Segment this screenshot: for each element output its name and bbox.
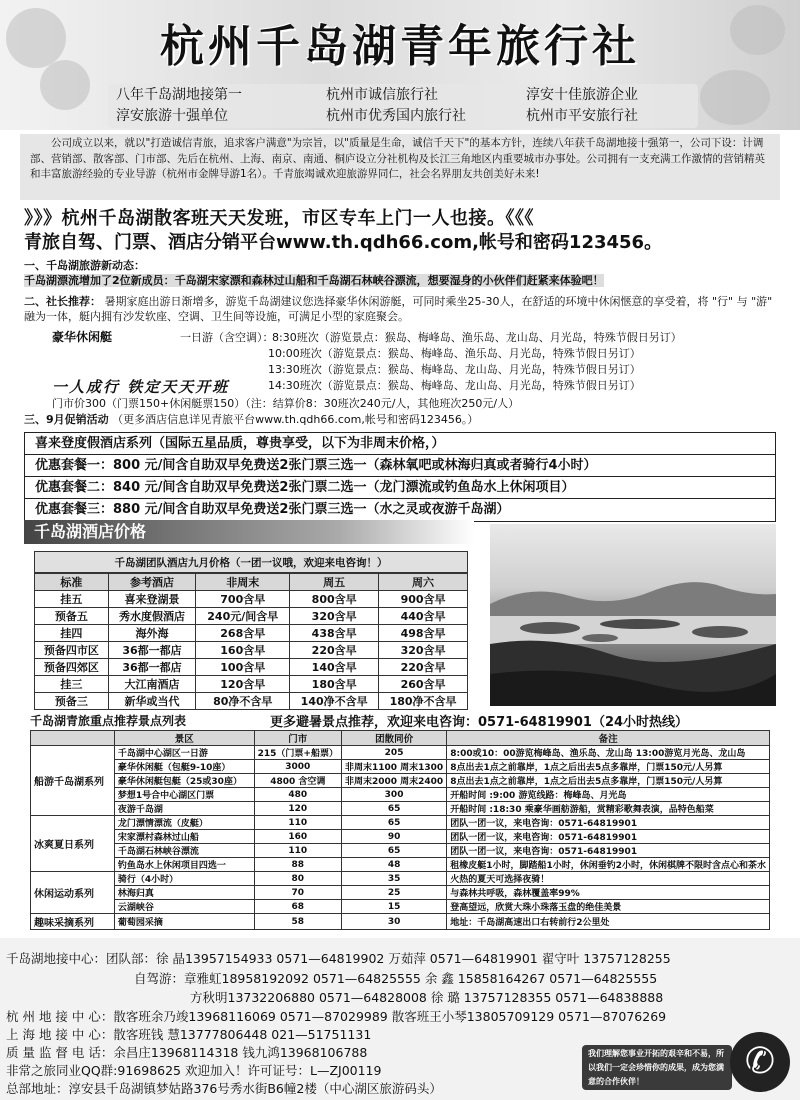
- contact-line: 上 海 地 接 中 心：散客班钱 慧13777806448 021—51751131: [6, 1027, 372, 1042]
- table-cell: 25: [341, 886, 446, 900]
- table-row: [35, 676, 468, 693]
- title-banner: [0, 0, 800, 130]
- deal-line: 喜来登度假酒店系列（国际五星品质，尊贵享受，以下为非周末价格，）: [25, 433, 775, 455]
- table-cell: 15: [341, 900, 446, 914]
- table-row: [31, 914, 770, 930]
- trip-item: 10:00班次（游览景点：猴岛、梅峰岛、渔乐岛、月光岛，特殊节假日另订）: [268, 347, 641, 360]
- table-cell: 千岛湖中心湖区一日游: [114, 746, 254, 760]
- contact-line: 总部地址：淳安县千岛湖镇梦姑路376号秀水街B6幢2楼（中心湖区旅游码头）: [6, 1081, 442, 1096]
- table-row: [35, 693, 468, 710]
- table-row: [31, 886, 770, 900]
- slogan-box: [108, 84, 698, 128]
- table-cell: 68: [254, 900, 341, 914]
- header-cell: 非周末: [196, 574, 290, 591]
- table-cell: 320含早: [290, 608, 379, 625]
- category-cell: 休闲运动系列: [31, 872, 115, 914]
- table-row: [31, 746, 770, 760]
- table-row: [35, 608, 468, 625]
- table-cell: 挂三: [35, 676, 109, 693]
- header-cell: 周五: [290, 574, 379, 591]
- table-row: [35, 625, 468, 642]
- headline-platform: 青旅自驾、门票、酒店分销平台www.th.qdh66.com,帐号和密码123456。: [24, 232, 663, 253]
- table-cell: 租橡皮艇1小时，脚踏船1小时，休闲垂钓2小时，休闲棋牌不限时含点心和茶水: [447, 858, 770, 872]
- table-header-row: [35, 574, 468, 591]
- table-cell: 160: [254, 830, 341, 844]
- table-cell: 36都一都店: [108, 642, 196, 659]
- section-recommend: [24, 294, 784, 324]
- table-cell: 非周末2000 周末2400: [341, 774, 446, 788]
- category-cell: 冰爽夏日系列: [31, 816, 115, 872]
- slogan: 八年千岛湖地接第一: [116, 87, 242, 103]
- table-cell: 夜游千岛湖: [114, 802, 254, 816]
- table-row: [31, 900, 770, 914]
- table-cell: 120含早: [196, 676, 290, 693]
- boat-label: 豪华休闲艇: [52, 330, 113, 344]
- table-cell: 海外海: [108, 625, 196, 642]
- table-cell: 140净不含早: [290, 693, 379, 710]
- table-cell: 438含早: [290, 625, 379, 642]
- table-cell: 900含早: [379, 591, 468, 608]
- table-cell: 预备三: [35, 693, 109, 710]
- headline: 》》》杭州千岛湖散客班天天发班，市区专车上门一人也接。《《《: [24, 208, 534, 229]
- table-cell: 开船时间 :18:30 乘豪华画舫游船，赏精彩歌舞表演，品特色船菜: [447, 802, 770, 816]
- header-cell: 标准: [35, 574, 109, 591]
- category-cell: 船游千岛湖系列: [31, 746, 115, 816]
- table-cell: 480: [254, 788, 341, 802]
- table-cell: 65: [341, 844, 446, 858]
- table-cell: 100含早: [196, 659, 290, 676]
- table-cell: 35: [341, 872, 446, 886]
- table-cell: 58: [254, 914, 341, 930]
- table-row: [31, 760, 770, 774]
- hotel-price-table: [34, 573, 468, 710]
- phone-icon: ✆: [730, 1032, 790, 1092]
- table-cell: 团队一团一议，来电咨询：0571-64819901: [447, 816, 770, 830]
- slogan: 杭州市平安旅行社: [526, 108, 638, 124]
- table-cell: 喜来登湖景: [108, 591, 196, 608]
- category-cell: 趣味采摘系列: [31, 914, 115, 930]
- contact-line: 自驾游：章雅虹18958192092 0571—64825555 余 鑫 15858164267 0571—64825555: [134, 971, 658, 986]
- table-cell: 火热的夏天可选择夜骑！: [447, 872, 770, 886]
- table-cell: 320含早: [379, 642, 468, 659]
- table-cell: 千岛湖石林峡谷漂流: [114, 844, 254, 858]
- table-cell: 豪华休闲艇包艇（25或30座）: [114, 774, 254, 788]
- table-cell: 140含早: [290, 659, 379, 676]
- contact-line: 质 量 监 督 电 话：余昌庄13968114318 钱九鸿13968106788: [6, 1045, 368, 1060]
- slogan: 淳安十佳旅游企业: [526, 87, 638, 103]
- table-row: [31, 788, 770, 802]
- lake-illustration: [490, 524, 776, 706]
- table-row: [31, 844, 770, 858]
- table-cell: 70: [254, 886, 341, 900]
- section-label: 一、千岛湖旅游新动态：: [24, 259, 145, 272]
- contact-line: 方秋明13732206880 0571—64828008 徐 璐 13757128355 0571—64838888: [190, 990, 664, 1005]
- deal-line: 优惠套餐一：800 元/间含自助双早免费送2张门票三选一（森林氧吧或林海归真或者骑行4小时）: [25, 455, 775, 477]
- table-cell: 36都一都店: [108, 659, 196, 676]
- spot-list-title: 千岛湖青旅重点推荐景点列表: [30, 714, 187, 728]
- table-cell: 挂五: [35, 591, 109, 608]
- table-cell: 开船时间 :9:00 游览线路：梅峰岛、月光岛: [447, 788, 770, 802]
- spot-hotline: 更多避暑景点推荐，欢迎来电咨询：0571-64819901（24小时热线）: [270, 715, 689, 730]
- table-cell: 非周末1100 周末1300: [341, 760, 446, 774]
- slogan: 杭州市优秀国内旅行社: [326, 108, 466, 124]
- contact-line: 非常之旅同业QQ群:91698625 欢迎加入！许可证号：L—ZJ00119: [6, 1063, 382, 1078]
- section-label: 三、9月促销活动: [24, 413, 109, 426]
- table-cell: 骑行（4小时）: [114, 872, 254, 886]
- header-cell: 门市: [254, 731, 341, 746]
- table-cell: 预备四市区: [35, 642, 109, 659]
- table-cell: 宋家漂村森林过山船: [114, 830, 254, 844]
- table-cell: 预备五: [35, 608, 109, 625]
- lake-photo: [490, 524, 776, 706]
- header-cell: 参考酒店: [108, 574, 196, 591]
- table-cell: 120: [254, 802, 341, 816]
- table-cell: 65: [341, 816, 446, 830]
- slogan: 杭州市诚信旅行社: [326, 87, 438, 103]
- table-row: [35, 659, 468, 676]
- table-cell: 300: [341, 788, 446, 802]
- table-cell: 440含早: [379, 608, 468, 625]
- hotel-table-subtitle: 千岛湖团队酒店九月价格（一团一议哦，欢迎来电咨询！）: [34, 551, 468, 573]
- table-cell: 215（门票+船票）: [254, 746, 341, 760]
- table-cell: 800含早: [290, 591, 379, 608]
- trip-item: 13:30班次（游览景点：猴岛、梅峰岛、龙山岛、月光岛，特殊节假日另订）: [268, 363, 641, 376]
- table-cell: 90: [341, 830, 446, 844]
- table-cell: 160含早: [196, 642, 290, 659]
- section-text: 千岛湖漂流增加了2位新成员：千岛湖宋家漂和森林过山船和千岛湖石林峡谷漂流，想要湿身的小伙伴们赶紧来体验吧！: [24, 274, 604, 287]
- table-row: [31, 858, 770, 872]
- price-note: 门市价300（门票150+休闲艇票150）（注：结算价8：30班次240元/人，其他班次250元/人）: [52, 397, 520, 410]
- table-cell: 220含早: [290, 642, 379, 659]
- table-cell: 大江南酒店: [108, 676, 196, 693]
- table-cell: 65: [341, 802, 446, 816]
- table-cell: 团队一团一议，来电咨询：0571-64819901: [447, 844, 770, 858]
- table-cell: 700含早: [196, 591, 290, 608]
- trip-item: 8:30班次（游览景点：猴岛、梅峰岛、渔乐岛、龙山岛、月光岛，特殊节假日另订）: [272, 331, 682, 344]
- table-cell: 220含早: [379, 659, 468, 676]
- section-promo: [24, 412, 784, 427]
- section-news: [24, 258, 784, 288]
- table-cell: 498含早: [379, 625, 468, 642]
- table-cell: 梦想1号合中心湖区门票: [114, 788, 254, 802]
- table-cell: 48: [341, 858, 446, 872]
- header-cell: 团散同价: [341, 731, 446, 746]
- script-slogan: 一人成行 铁定天天开班: [52, 378, 230, 396]
- flower-decoration: [700, 70, 770, 125]
- table-cell: 110: [254, 844, 341, 858]
- table-row: [31, 802, 770, 816]
- table-cell: 4800 含空调: [254, 774, 341, 788]
- header-cell: [31, 731, 115, 746]
- table-cell: 龙门漂情漂流（皮艇）: [114, 816, 254, 830]
- header-cell: 景区: [114, 731, 254, 746]
- section-text: 暑期家庭出游日渐增多，游览千岛湖建议您选择豪华休闲游艇，可同时乘坐25-30人，在舒适的环境中休闲惬意的享受着，将 "行" 与 "游" 融为一体，艇内拥有沙发软座、空调、卫生间等设施，可满足小型的家庭聚会。: [24, 295, 773, 323]
- table-cell: 葡萄园采摘: [114, 914, 254, 930]
- company-intro: 公司成立以来，就以"打造诚信青旅，追求客户满意"为宗旨，以"质量是生命，诚信千天下"的基本方针，连续八年获千岛湖地接十强第一，公司下设：计调部、营销部、散客部、门市部、先后在杭州、上海、南京、南通、桐庐设立分社机构及长江三角地区内重要城市办事处。公司拥有一支充满工作激情的营销精英和丰富旅游经验的专业导游（杭州市金牌导游1名）。千青旅竭诚欢迎旅游界同仁，社会名界朋友共创美好未来!: [20, 134, 780, 200]
- header-cell: 周六: [379, 574, 468, 591]
- header-cell: 备注: [447, 731, 770, 746]
- table-row: [31, 872, 770, 886]
- table-cell: 180含早: [290, 676, 379, 693]
- table-cell: 团队一团一议，来电咨询：0571-64819901: [447, 830, 770, 844]
- spot-table: [30, 730, 770, 930]
- table-cell: 205: [341, 746, 446, 760]
- table-row: [31, 774, 770, 788]
- section-text: （更多酒店信息详见青旅平台www.th.qdh66.com,帐号和密码123456。）: [112, 413, 479, 426]
- table-cell: 8点出去1点之前靠岸，1点之后出去5点多靠岸，门票150元/人另算: [447, 774, 770, 788]
- table-cell: 110: [254, 816, 341, 830]
- trip-item: 14:30班次（游览景点：猴岛、梅峰岛、龙山岛、月光岛，特殊节假日另订）: [268, 379, 641, 392]
- section-label: 二、社长推荐：: [24, 295, 101, 308]
- day-trip-label: 一日游（含空调）：: [180, 331, 274, 344]
- table-cell: 豪华休闲艇（包艇9-10座）: [114, 760, 254, 774]
- table-cell: 8点出去1点之前靠岸，1点之后出去5点多靠岸，门票150元/人另算: [447, 760, 770, 774]
- table-row: [35, 642, 468, 659]
- table-cell: 钓鱼岛水上休闲项目四选一: [114, 858, 254, 872]
- table-cell: 秀水度假酒店: [108, 608, 196, 625]
- table-cell: 3000: [254, 760, 341, 774]
- table-cell: 预备四郊区: [35, 659, 109, 676]
- table-cell: 林海归真: [114, 886, 254, 900]
- table-cell: 地址：千岛湖高速出口右转前行2公里处: [447, 914, 770, 930]
- table-cell: 挂四: [35, 625, 109, 642]
- page-title: 杭州千岛湖青年旅行社: [160, 21, 640, 72]
- deal-line: 优惠套餐三：880 元/间含自助双早免费送2张门票三选一（水之灵或夜游千岛湖）: [35, 502, 510, 517]
- slogan: 淳安旅游十强单位: [116, 108, 228, 124]
- contact-line: 杭 州 地 接 中 心：散客班余乃竣13968116069 0571—87029989 散客班王小琴13805709129 0571—87076269: [6, 1009, 667, 1024]
- table-cell: 240元/间含早: [196, 608, 290, 625]
- table-cell: 30: [341, 914, 446, 930]
- table-cell: 与森林共呼吸，森林覆盖率99%: [447, 886, 770, 900]
- table-cell: 88: [254, 858, 341, 872]
- contact-line: 千岛湖地接中心：团队部：徐 晶13957154933 0571—64819902 万茹萍 0571—64819901 翟守叶 13757128255: [6, 951, 671, 966]
- table-cell: 180净不含早: [379, 693, 468, 710]
- table-row: [31, 816, 770, 830]
- table-cell: 260含早: [379, 676, 468, 693]
- hotel-section-title: 千岛湖酒店价格: [24, 520, 474, 544]
- table-header-row: [31, 731, 770, 746]
- deal-line: 优惠套餐二：840 元/间含自助双早免费送2张门票二选一（龙门漂流或钓鱼岛水上休闲项目）: [25, 477, 775, 499]
- table-cell: 80净不含早: [196, 693, 290, 710]
- table-cell: 云湖峡谷: [114, 900, 254, 914]
- promo-box: 我们理解您事业开拓的艰辛和不易，所以我们一定会珍惜你的成果，成为您满意的合作伙伴！: [582, 1045, 732, 1090]
- table-row: [35, 591, 468, 608]
- table-cell: 8:00或10：00游览梅峰岛、渔乐岛、龙山岛 13:00游览月光岛、龙山岛: [447, 746, 770, 760]
- deal-box: [24, 432, 776, 522]
- table-cell: 新华或当代: [108, 693, 196, 710]
- table-cell: 登高望远，欣赏大珠小珠落玉盘的绝佳美景: [447, 900, 770, 914]
- table-cell: 268含早: [196, 625, 290, 642]
- table-cell: 80: [254, 872, 341, 886]
- table-row: [31, 830, 770, 844]
